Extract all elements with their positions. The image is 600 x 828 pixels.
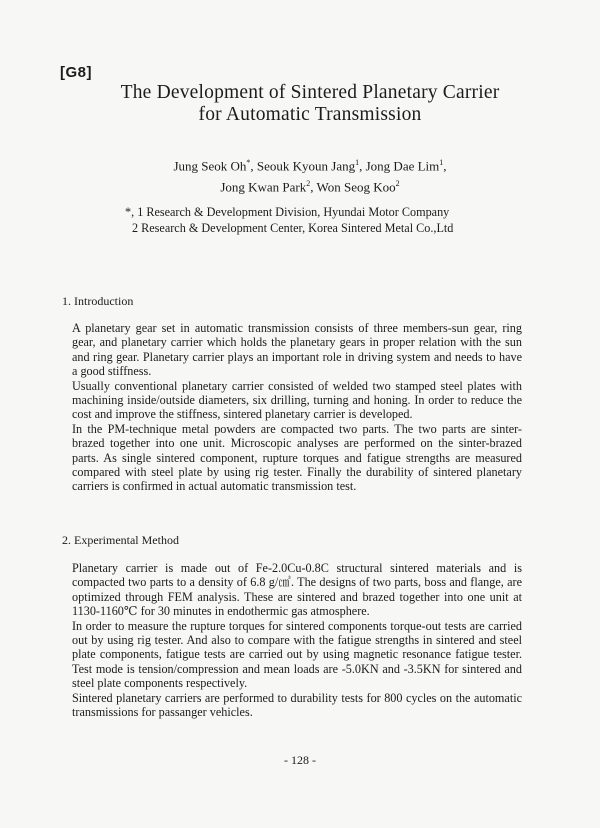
paragraph: A planetary gear set in automatic transmission consists of three members-sun gear, ring gear, and planetary carrier which holds the planetary gears in proper relation with the sun and ring gear. Planetary carrier plays an important role in driving system and needs to have a good stiffness. [72,321,522,379]
paper-title [80,82,540,126]
author-name: Jung Seok Oh [173,158,247,174]
session-tag: [G8] [60,64,92,81]
title-line-1: The Development of Sintered Planetary Carrier [120,82,500,103]
author-name: Won Seog Koo [316,179,396,195]
author-mark: 1 [439,158,444,167]
affiliations [125,204,525,236]
authors-line-2: Jong Kwan Park$^2$, Won Seog Koo$^2$ [220,179,400,195]
affiliation-1: *, 1 Research & Development Division, Hyundai Motor Company [125,205,450,219]
experimental-body [72,561,522,719]
author-mark: * [246,158,251,167]
affiliation-2: 2 Research & Development Center, Korea Sintered Metal Co.,Ltd [132,221,454,235]
paragraph: In order to measure the rupture torques for sintered components torque-out tests are carried out by using rig tester. And also to compare with the fatigue strengths in sintered and steel plate components, fatigue tests are carried out by using magnetic resonance fatigue tester. Test mode is tension/compression and mean loads are -5.0KN and -3.5KN for sintered and steel plate components respectively. [72,618,522,691]
author-mark: 1 [355,158,360,167]
author-name: Seouk Kyoun Jang [256,158,356,174]
paragraph: Usually conventional planetary carrier consisted of welded two stamped steel plates with machining inside/outside diameters, six drilling, turning and honing. In order to reduce the cost and improve the stiffness, sintered planetary carrier is developed. [72,378,522,422]
section-heading-experimental: 2. Experimental Method [62,533,179,547]
title-line-2: for Automatic Transmission [198,104,422,125]
section-heading-introduction: 1. Introduction [62,294,134,308]
page-number: - 128 - [284,753,316,767]
author-name: Jong Kwan Park [220,179,307,195]
paragraph: Planetary carrier is made out of Fe-2.0Cu-0.8C structural sintered materials and is compacted two parts to a density of 6.8 g/㎤. The designs of two parts, boss and flange, are optimized through FEM analysis. These are sintered and brazed together into one unit at 1130-1160℃ for 30 minutes in endothermic gas atmosphere. [72,561,522,619]
author-mark: 2 [306,179,311,189]
author-mark: 2 [395,179,400,189]
paragraph: In the PM-technique metal powders are compacted two parts. The two parts are sinter-brazed together into one unit. Microscopic analyses are performed on the sinter-brazed parts. As single sintered component, rupture torques and fatigue strengths are measured compared with steel plate by using rig tester. Finally the durability of sintered planetary carriers is confirmed in actual automatic transmission test. [72,421,522,494]
author-name: Jong Dae Lim [365,158,440,174]
introduction-body [72,321,522,494]
paragraph: Sintered planetary carriers are performed to durability tests for 800 cycles on the automatic transmissions for passanger vehicles. [72,690,522,720]
authors-line-1: Jung Seok Oh*, Seouk Kyoun Jang$^1$, Jong Dae Lim$^1$, [173,158,447,174]
author-list [90,154,530,197]
